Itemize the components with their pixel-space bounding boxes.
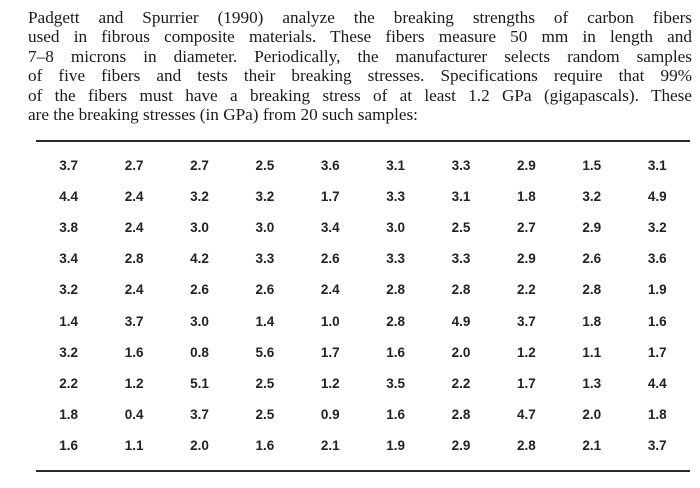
table-cell: 2.5 <box>255 406 275 422</box>
table-cell: 2.6 <box>255 282 275 298</box>
paragraph-line: of the fibers must have a breaking stress of at least 1.2 GPa (gigapascals). These <box>28 85 692 105</box>
table-row <box>36 399 690 430</box>
table-cell: 3.5 <box>386 375 406 391</box>
table-cell: 4.9 <box>451 313 471 329</box>
table-cell: 3.2 <box>59 344 79 360</box>
table-cell: 2.7 <box>517 220 536 236</box>
table-cell: 2.6 <box>190 282 209 298</box>
table-bottom-rule <box>36 470 690 472</box>
table-row <box>36 368 690 399</box>
table-cell: 2.8 <box>582 282 602 298</box>
table-cell: 2.4 <box>124 282 144 298</box>
table-row <box>36 274 690 305</box>
table-cell: 1.6 <box>386 406 406 422</box>
table-cell: 1.7 <box>517 375 536 391</box>
table-cell: 3.7 <box>647 437 667 453</box>
table-cell: 1.7 <box>320 189 340 205</box>
table-cell: 3.1 <box>386 158 406 174</box>
table-cell: 1.8 <box>59 406 79 422</box>
table-cell: 5.6 <box>255 344 275 360</box>
table-cell: 3.7 <box>517 313 536 329</box>
table-cell: 2.8 <box>386 282 406 298</box>
table-cell: 2.8 <box>517 437 536 453</box>
table-cell: 3.3 <box>386 189 406 205</box>
table-cell: 2.1 <box>320 437 340 453</box>
table-cell: 2.0 <box>582 406 602 422</box>
table-cell: 3.1 <box>647 158 667 174</box>
table-cell: 1.6 <box>124 344 144 360</box>
table-cell: 1.2 <box>517 344 536 360</box>
table-cell: 3.7 <box>59 158 79 174</box>
table-cell: 3.2 <box>59 282 79 298</box>
table-cell: 1.6 <box>59 437 79 453</box>
table-cell: 2.9 <box>517 251 536 267</box>
table-cell: 3.6 <box>320 158 340 174</box>
table-cell: 3.8 <box>59 220 79 236</box>
table-cell: 3.2 <box>647 220 667 236</box>
table-cell: 3.2 <box>255 189 275 205</box>
table-row <box>36 212 690 243</box>
table-cell: 3.3 <box>255 251 275 267</box>
table-row <box>36 181 690 212</box>
table-cell: 1.0 <box>320 313 340 329</box>
table-cell: 2.9 <box>517 158 536 174</box>
paragraph-line: 7–8 microns in diameter. Periodically, the manufacturer selects random samples <box>28 46 692 66</box>
table-cell: 3.4 <box>59 251 79 267</box>
table-cell: 2.0 <box>190 437 209 453</box>
table-cell: 3.0 <box>190 220 209 236</box>
table-cell: 1.3 <box>582 375 602 391</box>
paragraph-line: used in fibrous composite materials. These fibers measure 50 mm in length and <box>28 27 692 47</box>
table-cell: 3.3 <box>451 251 471 267</box>
table-cell: 2.0 <box>451 344 471 360</box>
table-cell: 3.7 <box>124 313 144 329</box>
table-cell: 2.5 <box>255 158 275 174</box>
table-cell: 1.2 <box>124 375 144 391</box>
table-cell: 0.4 <box>124 406 144 422</box>
table-cell: 4.4 <box>59 189 79 205</box>
table-cell: 1.9 <box>386 437 406 453</box>
table-cell: 3.7 <box>190 406 209 422</box>
table-cell: 1.8 <box>582 313 602 329</box>
table-cell: 2.4 <box>124 220 144 236</box>
table-cell: 1.1 <box>582 344 602 360</box>
table-cell: 2.8 <box>451 406 471 422</box>
table-cell: 3.2 <box>582 189 602 205</box>
paragraph-line: are the breaking stresses (in GPa) from 20 such samples: <box>28 105 418 125</box>
table-cell: 1.9 <box>647 282 667 298</box>
table-cell: 1.6 <box>647 313 667 329</box>
table-cell: 2.7 <box>190 158 209 174</box>
table-cell: 2.6 <box>582 251 602 267</box>
table-cell: 2.9 <box>451 437 471 453</box>
table-cell: 4.9 <box>647 189 667 205</box>
table-row <box>36 243 690 274</box>
table-cell: 1.8 <box>517 189 536 205</box>
table-cell: 1.6 <box>255 437 275 453</box>
table-cell: 3.3 <box>386 251 406 267</box>
table-cell: 2.5 <box>255 375 275 391</box>
paragraph-line: of five fibers and tests their breaking stresses. Specifications require that 99% <box>28 66 692 86</box>
table-cell: 3.3 <box>451 158 471 174</box>
table-cell: 3.6 <box>647 251 667 267</box>
table-cell: 1.5 <box>582 158 602 174</box>
table-cell: 4.2 <box>190 251 209 267</box>
table-cell: 2.7 <box>124 158 144 174</box>
table-row <box>36 150 690 181</box>
table-cell: 3.0 <box>255 220 275 236</box>
table-cell: 2.4 <box>320 282 340 298</box>
breaking-stress-table <box>36 150 690 461</box>
table-cell: 3.1 <box>451 189 471 205</box>
table-top-rule <box>36 140 690 142</box>
table-cell: 1.2 <box>320 375 340 391</box>
table-cell: 3.4 <box>320 220 340 236</box>
table-cell: 1.1 <box>124 437 144 453</box>
table-cell: 2.4 <box>124 189 144 205</box>
table-cell: 2.8 <box>451 282 471 298</box>
table-cell: 3.0 <box>190 313 209 329</box>
table-cell: 3.2 <box>190 189 209 205</box>
table-cell: 1.6 <box>386 344 406 360</box>
table-cell: 2.1 <box>582 437 602 453</box>
problem-paragraph <box>28 8 692 124</box>
table-row <box>36 337 690 368</box>
table-cell: 1.4 <box>59 313 79 329</box>
table-row <box>36 430 690 461</box>
table-cell: 4.7 <box>517 406 536 422</box>
table-cell: 0.8 <box>190 344 209 360</box>
table-cell: 2.5 <box>451 220 471 236</box>
table-cell: 1.7 <box>320 344 340 360</box>
table-cell: 0.9 <box>320 406 340 422</box>
table-cell: 1.7 <box>647 344 667 360</box>
table-cell: 1.4 <box>255 313 275 329</box>
table-cell: 2.8 <box>386 313 406 329</box>
table-cell: 2.9 <box>582 220 602 236</box>
table-cell: 2.8 <box>124 251 144 267</box>
table-cell: 2.6 <box>320 251 340 267</box>
table-cell: 1.8 <box>647 406 667 422</box>
paragraph-line: Padgett and Spurrier (1990) analyze the breaking strengths of carbon fibers <box>28 8 692 27</box>
table-cell: 2.2 <box>59 375 79 391</box>
table-cell: 4.4 <box>647 375 667 391</box>
table-cell: 5.1 <box>190 375 209 391</box>
table-cell: 2.2 <box>517 282 536 298</box>
table-row <box>36 305 690 336</box>
table-cell: 3.0 <box>386 220 406 236</box>
table-cell: 2.2 <box>451 375 471 391</box>
